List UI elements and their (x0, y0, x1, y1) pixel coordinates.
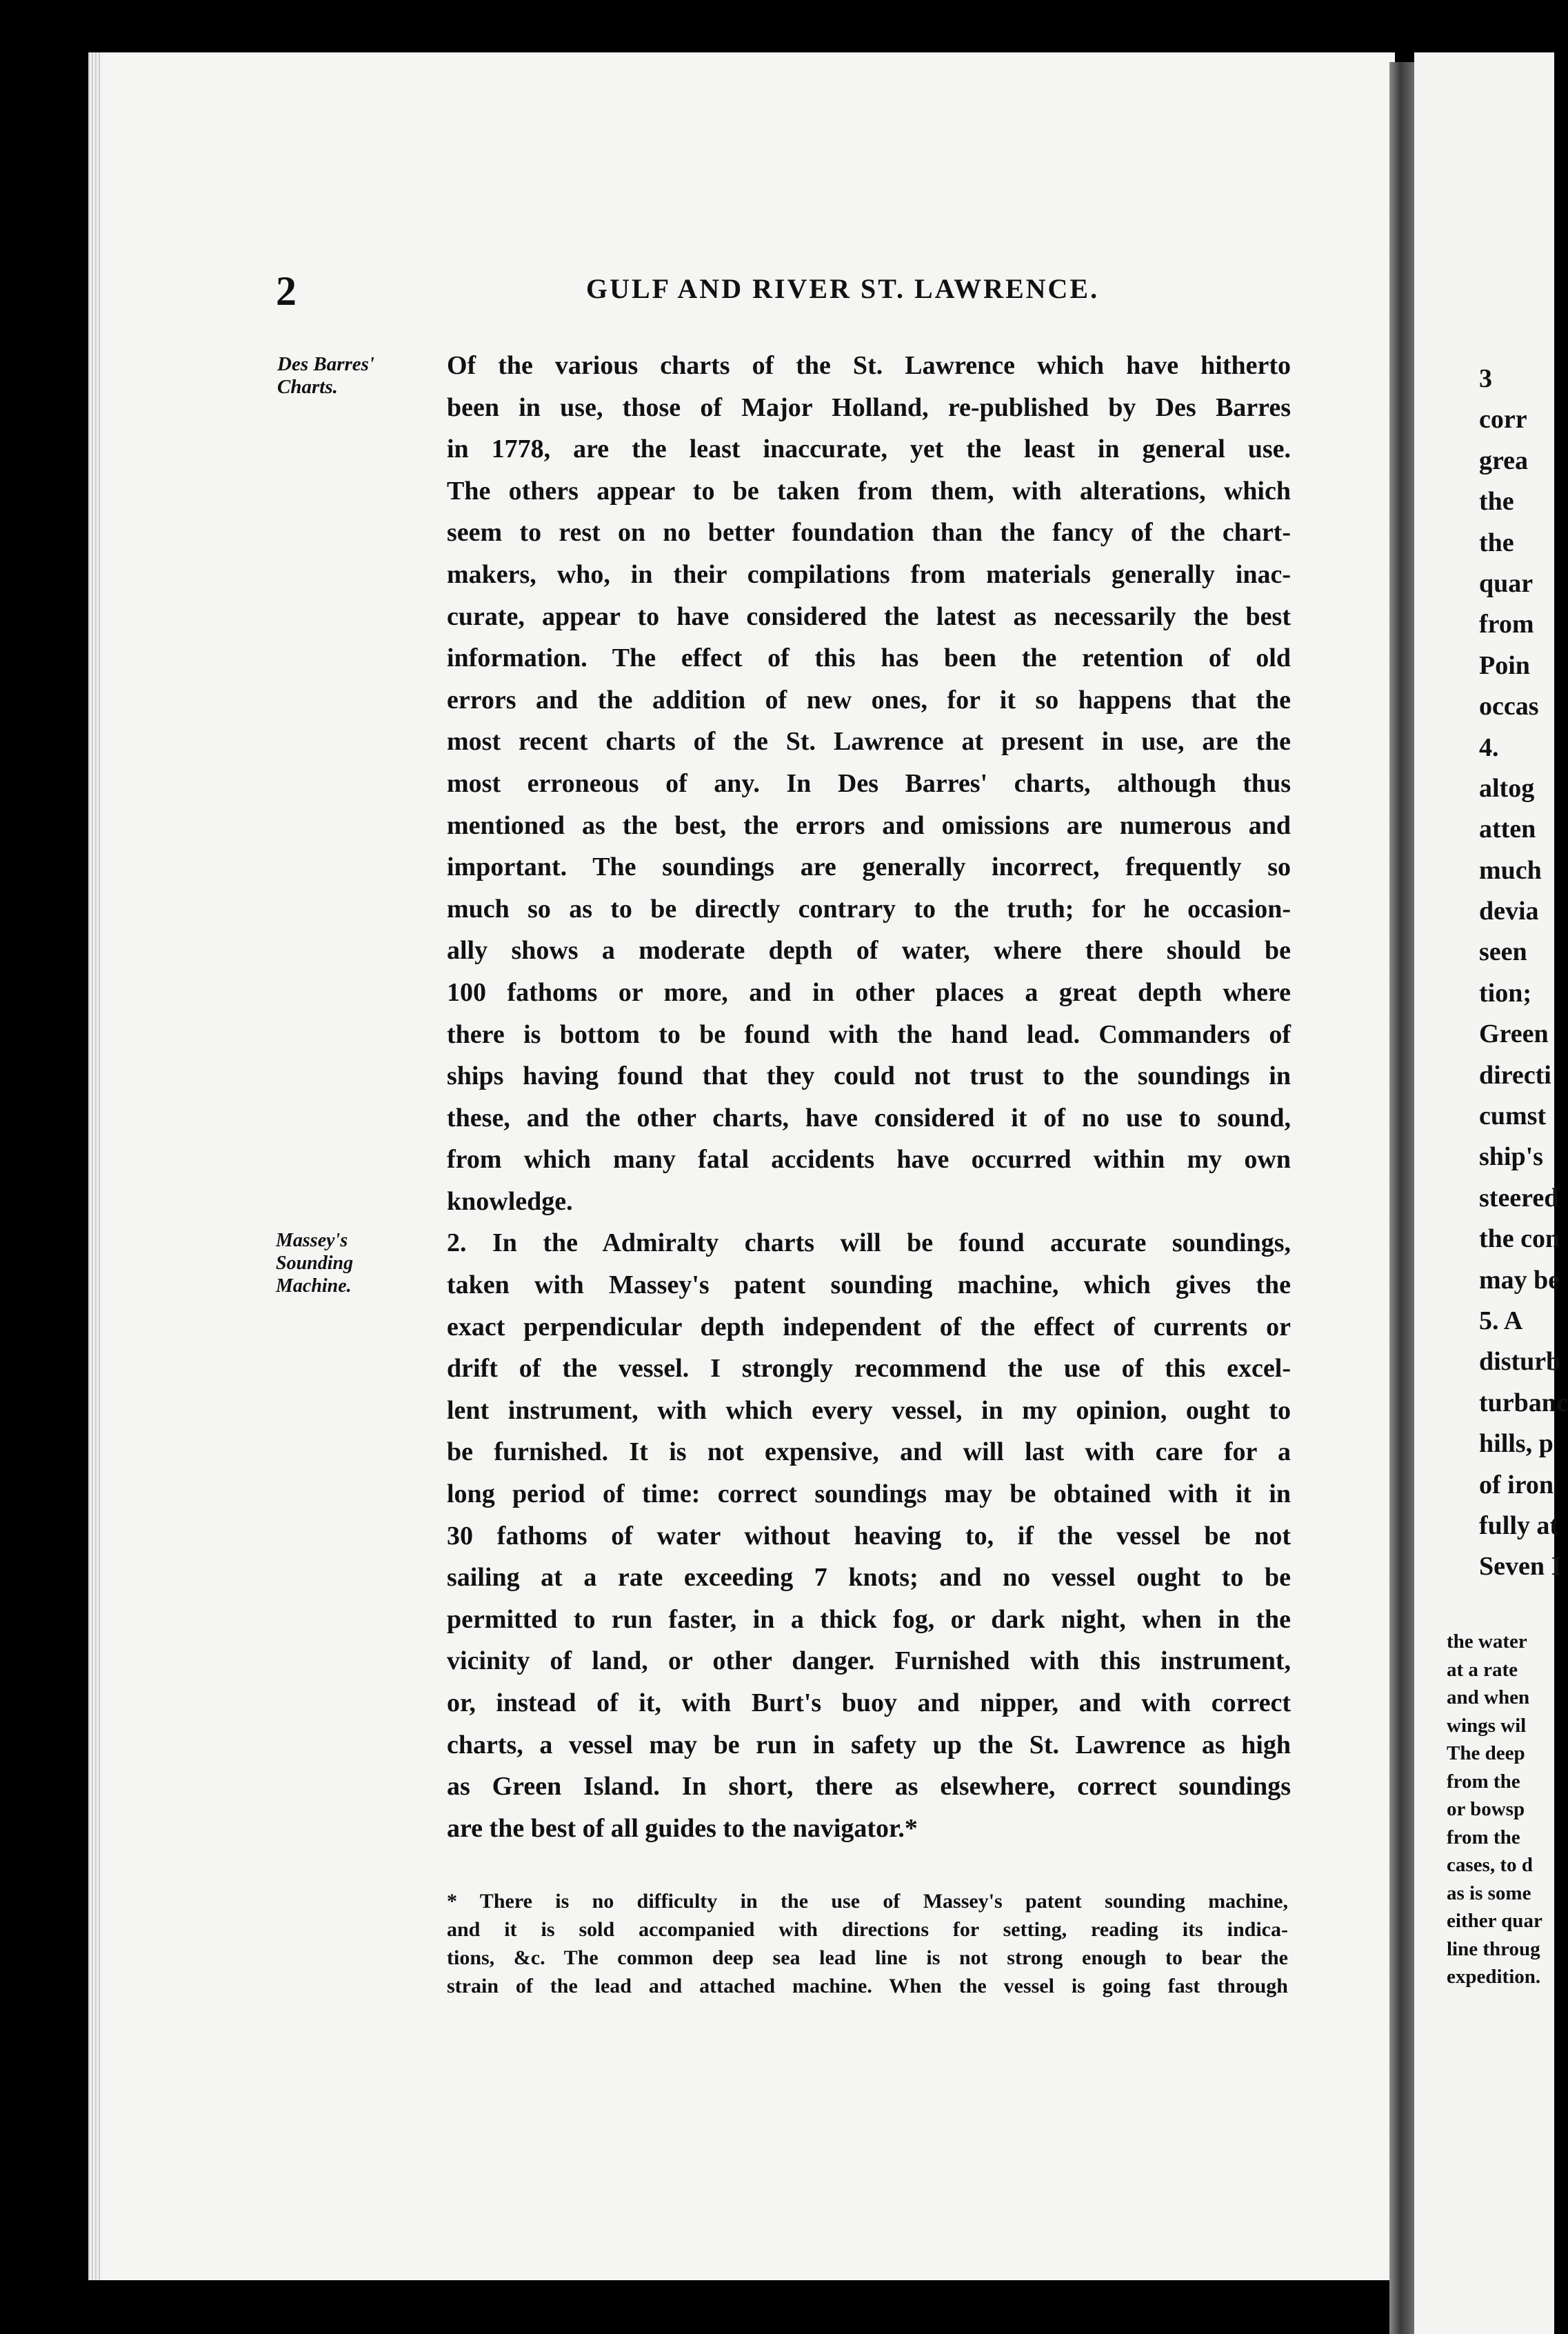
text-line: ally shows a moderate depth of water, where there should be (447, 936, 1291, 966)
facing-text-line: directi (1479, 1060, 1551, 1090)
facing-page-text (1479, 359, 1568, 1588)
sidenote-line: Des Barres' (277, 353, 374, 375)
facing-text-line: quar (1479, 568, 1534, 598)
facing-footnote-line: either quar (1447, 1910, 1542, 1932)
text-line: from which many fatal accidents have occurred within my own (447, 1145, 1291, 1175)
facing-footnote-line: the water (1447, 1630, 1527, 1653)
text-line: most erroneous of any. In Des Barres' charts, although thus (447, 768, 1291, 798)
facing-text-line: grea (1479, 446, 1529, 475)
facing-footnote-line: or bowsp (1447, 1798, 1525, 1820)
facing-text-line: fully at (1479, 1510, 1559, 1540)
text-line: been in use, those of Major Holland, re-published by Des Barres (447, 392, 1291, 422)
sidenote-line: Charts. (277, 376, 338, 398)
facing-text-line: Seven I (1479, 1552, 1562, 1582)
text-line: errors and the addition of new ones, for it so happens that the (447, 685, 1291, 715)
footnote-line: strain of the lead and attached machine. When the vessel is going fast through (447, 1975, 1288, 1997)
sidenote-line: Massey's (276, 1230, 348, 1251)
text-line: in 1778, are the least inaccurate, yet the least in general use. (447, 435, 1291, 464)
facing-text-line: hills, p (1479, 1429, 1554, 1459)
facing-text-line: 5. A (1479, 1306, 1523, 1335)
text-line: exact perpendicular depth independent of the effect of currents or (447, 1312, 1291, 1341)
text-line: knowledge. (447, 1186, 573, 1216)
footnote-line: tions, &c. The common deep sea lead line is not strong enough to bear the (447, 1946, 1288, 1969)
facing-footnote-line: The deep (1447, 1742, 1525, 1764)
facing-text-line: of iron (1479, 1470, 1554, 1499)
facing-text-line: turbanc (1479, 1388, 1568, 1417)
text-line: ships having found that they could not trust to the soundings in (447, 1061, 1291, 1091)
facing-footnote-line: from the (1447, 1826, 1520, 1848)
footnote-line: and it is sold accompanied with directions for setting, reading its indica- (447, 1918, 1288, 1941)
text-line: 30 fathoms of water without heaving to, if the vessel be not (447, 1521, 1291, 1550)
text-line: Of the various charts of the St. Lawrence which have hitherto (447, 351, 1291, 380)
facing-text-line: cumst (1479, 1101, 1547, 1131)
sidenote-line: Sounding (276, 1253, 354, 1274)
facing-text-line: steered (1479, 1183, 1559, 1213)
facing-footnote-line: from the (1447, 1770, 1520, 1793)
facing-text-line: altog (1479, 773, 1535, 803)
facing-footnote-line: expedition. (1447, 1966, 1541, 1988)
text-line: are the best of all guides to the navigator.* (447, 1813, 918, 1843)
footnote (447, 1887, 1288, 2000)
text-line: be furnished. It is not expensive, and will last with care for a (447, 1437, 1291, 1467)
text-line: important. The soundings are generally incorrect, frequently so (447, 852, 1291, 882)
text-line: lent instrument, with which every vessel, in my opinion, ought to (447, 1395, 1291, 1425)
facing-text-line: occas (1479, 692, 1539, 721)
text-line: mentioned as the best, the errors and omissions are numerous and (447, 810, 1291, 840)
text-line: as Green Island. In short, there as elsewhere, correct soundings (447, 1772, 1291, 1802)
facing-text-line: ship's (1479, 1142, 1543, 1172)
sidenote-des-barres-charts (277, 353, 374, 399)
text-line: much so as to be directly contrary to the truth; for he occasion- (447, 894, 1291, 924)
facing-text-line: atten (1479, 815, 1536, 844)
facing-text-line: may be (1479, 1265, 1560, 1295)
text-line: makers, who, in their compilations from materials generally inac- (447, 559, 1291, 589)
body-text (447, 345, 1291, 1849)
text-line: drift of the vessel. I strongly recommend the use of this excel- (447, 1354, 1291, 1384)
text-line: seem to rest on no better foundation than the fancy of the chart- (447, 518, 1291, 548)
facing-text-line: 3 (1479, 364, 1492, 393)
facing-footnote-line: and when (1447, 1686, 1530, 1708)
text-line: most recent charts of the St. Lawrence at present in use, are the (447, 727, 1291, 757)
text-line: long period of time: correct soundings may be obtained with it in (447, 1479, 1291, 1509)
text-line: vicinity of land, or other danger. Furnished with this instrument, (447, 1646, 1291, 1676)
text-line: curate, appear to have considered the latest as necessarily the best (447, 601, 1291, 631)
page-edge-stack (88, 52, 102, 2280)
sidenote-massey-sounding-machine (276, 1229, 353, 1297)
facing-text-line: 4. (1479, 732, 1499, 762)
facing-text-line: much (1479, 855, 1542, 885)
running-title: GULF AND RIVER ST. LAWRENCE. (586, 273, 1100, 304)
book-gutter (1389, 62, 1414, 2334)
page-number: 2 (276, 268, 296, 314)
text-line: permitted to run faster, in a thick fog, or dark night, when in the (447, 1604, 1291, 1634)
facing-text-line: Green (1479, 1019, 1549, 1049)
facing-text-line: tion; (1479, 978, 1531, 1008)
facing-text-line: the (1479, 487, 1514, 517)
facing-text-line: devia (1479, 897, 1539, 926)
facing-text-line: Poin (1479, 650, 1530, 680)
facing-footnote-line: line throug (1447, 1937, 1540, 1960)
facing-footnote-line: cases, to d (1447, 1854, 1533, 1876)
text-line: or, instead of it, with Burt's buoy and nipper, and with correct (447, 1688, 1291, 1717)
text-line: 100 fathoms or more, and in other places a great depth where (447, 977, 1291, 1007)
facing-footnote-line: as is some (1447, 1882, 1531, 1904)
facing-text-line: corr (1479, 405, 1527, 435)
facing-footnote-line: at a rate (1447, 1658, 1518, 1681)
text-line: there is bottom to be found with the hand lead. Commanders of (447, 1019, 1291, 1049)
facing-text-line: the con (1479, 1224, 1560, 1254)
text-line: charts, a vessel may be run in safety up the St. Lawrence as high (447, 1730, 1291, 1759)
sidenote-line: Machine. (276, 1275, 352, 1297)
facing-text-line: from (1479, 610, 1534, 639)
text-line: 2. In the Admiralty charts will be found accurate soundings, (447, 1228, 1291, 1258)
facing-footnote-line: wings wil (1447, 1714, 1527, 1737)
facing-text-line: disturb (1479, 1347, 1561, 1377)
facing-text-line: the (1479, 528, 1514, 557)
text-line: The others appear to be taken from them, with alterations, which (447, 476, 1291, 506)
facing-page-footnote (1447, 1628, 1542, 1991)
text-line: sailing at a rate exceeding 7 knots; and no vessel ought to be (447, 1563, 1291, 1593)
text-line: information. The effect of this has been the retention of old (447, 644, 1291, 673)
facing-text-line: seen (1479, 937, 1527, 967)
text-line: these, and the other charts, have considered it of no use to sound, (447, 1103, 1291, 1133)
text-line: taken with Massey's patent sounding machine, which gives the (447, 1270, 1291, 1300)
footnote-line: * There is no difficulty in the use of Massey's patent sounding machine, (447, 1890, 1288, 1913)
